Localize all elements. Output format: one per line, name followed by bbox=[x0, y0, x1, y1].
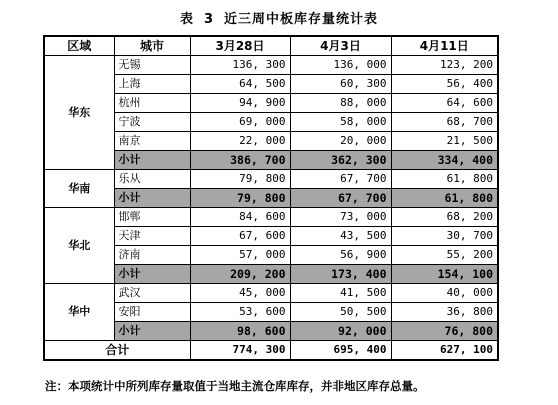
city-cell: 天津 bbox=[114, 227, 190, 246]
value-cell: 43, 500 bbox=[290, 227, 391, 246]
value-cell: 123, 200 bbox=[391, 56, 498, 75]
table-row bbox=[44, 170, 498, 189]
value-cell: 21, 500 bbox=[391, 132, 498, 151]
subtotal-value: 76, 800 bbox=[391, 322, 498, 341]
title-label: 表 bbox=[179, 12, 194, 27]
city-cell: 济南 bbox=[114, 246, 190, 265]
grand-total-value: 774, 300 bbox=[190, 341, 290, 361]
value-cell: 30, 700 bbox=[391, 227, 498, 246]
value-cell: 84, 600 bbox=[190, 208, 290, 227]
value-cell: 64, 500 bbox=[190, 75, 290, 94]
value-cell: 69, 000 bbox=[190, 113, 290, 132]
value-cell: 73, 000 bbox=[290, 208, 391, 227]
city-cell: 安阳 bbox=[114, 303, 190, 322]
grand-total-value: 695, 400 bbox=[290, 341, 391, 361]
value-cell: 56, 400 bbox=[391, 75, 498, 94]
city-cell: 邯郸 bbox=[114, 208, 190, 227]
subtotal-value: 386, 700 bbox=[190, 151, 290, 170]
region-cell: 华南 bbox=[44, 170, 114, 208]
value-cell: 50, 500 bbox=[290, 303, 391, 322]
subtotal-value: 92, 000 bbox=[290, 322, 391, 341]
table-title bbox=[0, 8, 558, 27]
subtotal-label: 小计 bbox=[114, 151, 190, 170]
value-cell: 136, 000 bbox=[290, 56, 391, 75]
subtotal-value: 154, 100 bbox=[391, 265, 498, 284]
value-cell: 64, 600 bbox=[391, 94, 498, 113]
inventory-table bbox=[43, 35, 499, 361]
grand-total-label: 合计 bbox=[44, 341, 190, 361]
city-cell: 武汉 bbox=[114, 284, 190, 303]
value-cell: 68, 200 bbox=[391, 208, 498, 227]
header-city: 城市 bbox=[114, 36, 190, 56]
header-row bbox=[44, 36, 498, 56]
subtotal-value: 61, 800 bbox=[391, 189, 498, 208]
header-region: 区域 bbox=[44, 36, 114, 56]
header-date-3: 4月11日 bbox=[391, 36, 498, 56]
value-cell: 20, 000 bbox=[290, 132, 391, 151]
city-cell: 杭州 bbox=[114, 94, 190, 113]
value-cell: 60, 300 bbox=[290, 75, 391, 94]
region-cell: 华北 bbox=[44, 208, 114, 284]
value-cell: 136, 300 bbox=[190, 56, 290, 75]
subtotal-value: 209, 200 bbox=[190, 265, 290, 284]
table-row bbox=[44, 56, 498, 75]
value-cell: 88, 000 bbox=[290, 94, 391, 113]
city-cell: 上海 bbox=[114, 75, 190, 94]
subtotal-value: 362, 300 bbox=[290, 151, 391, 170]
subtotal-label: 小计 bbox=[114, 189, 190, 208]
value-cell: 45, 000 bbox=[190, 284, 290, 303]
value-cell: 40, 000 bbox=[391, 284, 498, 303]
title-number: 3 bbox=[203, 12, 215, 27]
header-date-2: 4月3日 bbox=[290, 36, 391, 56]
value-cell: 61, 800 bbox=[391, 170, 498, 189]
value-cell: 22, 000 bbox=[190, 132, 290, 151]
city-cell: 乐从 bbox=[114, 170, 190, 189]
value-cell: 56, 900 bbox=[290, 246, 391, 265]
city-cell: 无锡 bbox=[114, 56, 190, 75]
subtotal-value: 173, 400 bbox=[290, 265, 391, 284]
value-cell: 41, 500 bbox=[290, 284, 391, 303]
city-cell: 宁波 bbox=[114, 113, 190, 132]
region-cell: 华东 bbox=[44, 56, 114, 170]
subtotal-label: 小计 bbox=[114, 322, 190, 341]
subtotal-value: 98, 600 bbox=[190, 322, 290, 341]
footnote: 注：本项统计中所列库存量取值于当地主流仓库库存，并非地区库存总量。 bbox=[45, 379, 425, 393]
grand-total-row bbox=[44, 341, 498, 361]
value-cell: 36, 800 bbox=[391, 303, 498, 322]
value-cell: 94, 900 bbox=[190, 94, 290, 113]
value-cell: 68, 700 bbox=[391, 113, 498, 132]
value-cell: 57, 000 bbox=[190, 246, 290, 265]
value-cell: 55, 200 bbox=[391, 246, 498, 265]
value-cell: 58, 000 bbox=[290, 113, 391, 132]
value-cell: 53, 600 bbox=[190, 303, 290, 322]
value-cell: 67, 600 bbox=[190, 227, 290, 246]
table-row bbox=[44, 284, 498, 303]
value-cell: 67, 700 bbox=[290, 170, 391, 189]
subtotal-value: 334, 400 bbox=[391, 151, 498, 170]
value-cell: 79, 800 bbox=[190, 170, 290, 189]
subtotal-label: 小计 bbox=[114, 265, 190, 284]
title-text: 近三周中板库存量统计表 bbox=[224, 12, 379, 27]
header-date-1: 3月28日 bbox=[190, 36, 290, 56]
table-row bbox=[44, 208, 498, 227]
region-cell: 华中 bbox=[44, 284, 114, 341]
subtotal-value: 67, 700 bbox=[290, 189, 391, 208]
grand-total-value: 627, 100 bbox=[391, 341, 498, 361]
city-cell: 南京 bbox=[114, 132, 190, 151]
subtotal-value: 79, 800 bbox=[190, 189, 290, 208]
